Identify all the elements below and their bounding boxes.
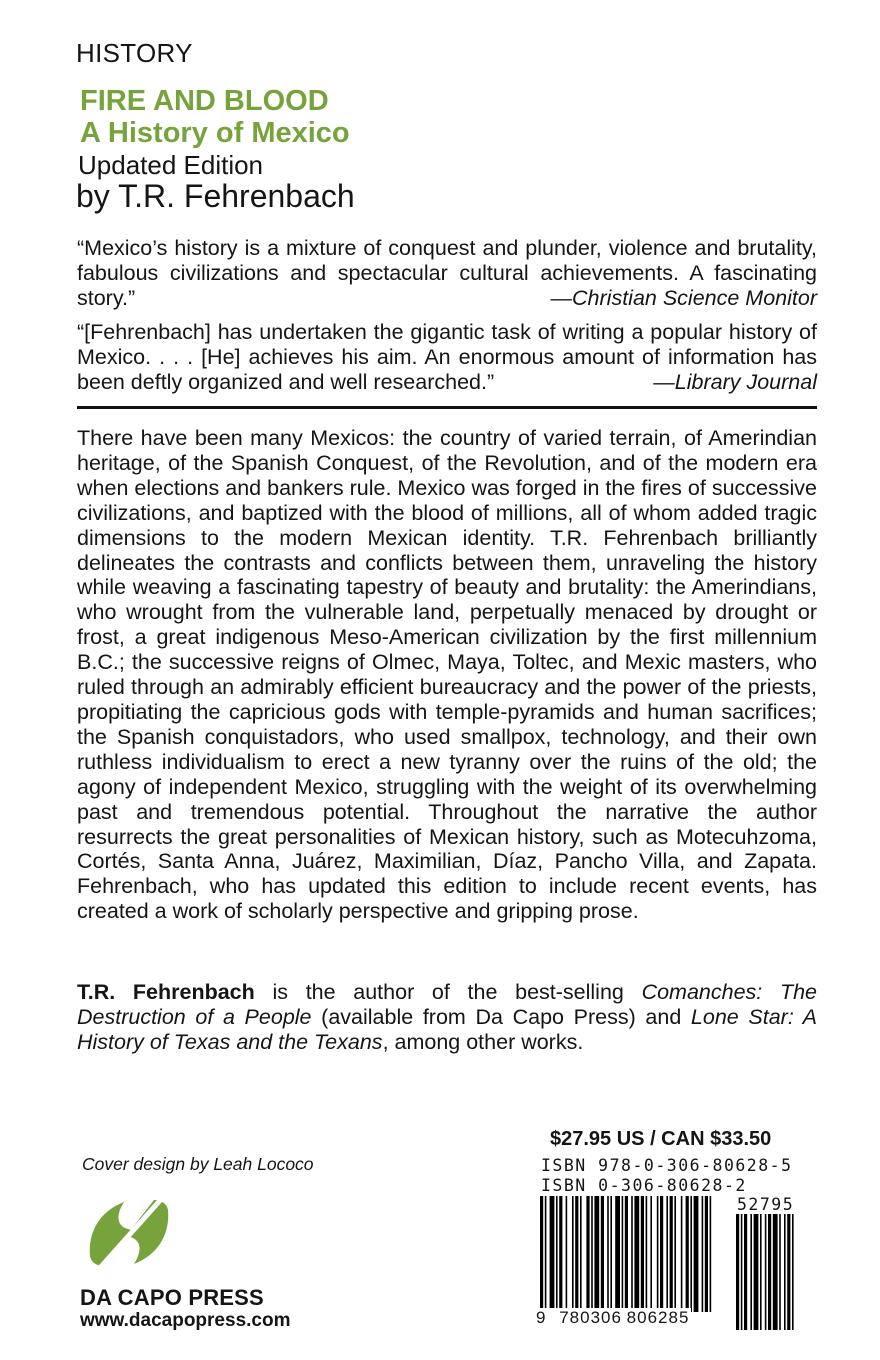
bio-book-title: Comanches: The Destruction of a People [77,980,817,1029]
barcode-bar [634,1196,639,1312]
barcode-bar [702,1196,704,1312]
isbn-13: ISBN 978-0-306-80628-5 [541,1156,793,1175]
barcode-bar [586,1196,589,1312]
barcode-addon-bar [792,1214,794,1330]
barcode-addon-bar [750,1214,752,1330]
bio-book-title: Lone Star: A History of Texas and the Texans [77,1005,817,1054]
barcode-bar [686,1196,689,1312]
category-label: HISTORY [76,38,193,68]
book-title: FIRE AND BLOOD [80,85,329,117]
barcode-bar [601,1196,604,1312]
barcode-bar [646,1196,648,1312]
barcode-bar [556,1196,558,1312]
barcode-bar [572,1196,574,1312]
price-label: $27.95 US / CAN $33.50 [550,1128,772,1150]
barcode-bar [657,1196,659,1312]
barcode-bar [650,1196,652,1312]
da-capo-logo-icon [84,1196,174,1270]
barcode-number [536,1308,691,1328]
barcode-addon-bar [760,1214,762,1330]
barcode-bar [559,1196,562,1312]
publisher-website: www.dacapopress.com [80,1310,291,1331]
barcode-bar [660,1196,663,1312]
barcode-addon-bar [784,1214,786,1330]
barcode-addon-bar [779,1214,781,1330]
bio-text: (available from Da Capo Press) and [311,1005,691,1029]
barcode-bar [594,1196,599,1312]
barcode-bar [641,1196,644,1312]
book-subtitle: A History of Mexico [80,117,350,149]
barcode-digit-group: 806285 [626,1308,690,1327]
barcode-bar [580,1196,582,1312]
barcode-lead-digit: 9 [536,1308,547,1327]
isbn-10: ISBN 0-306-80628-2 [541,1176,747,1195]
review-quote [77,236,817,311]
barcode-addon-bar [754,1214,759,1330]
bio-author-name: T.R. Fehrenbach [77,980,255,1004]
barcode-addon-bar [787,1214,790,1330]
barcode-addon-bar [773,1214,778,1330]
barcode-bar [622,1196,624,1312]
barcode-bar [607,1196,609,1312]
barcode-bar [631,1196,633,1312]
barcode-bar [625,1196,628,1312]
barcode-bar [670,1196,673,1312]
review-quote [77,320,817,395]
barcode-addon-bar [736,1214,739,1330]
cover-credit: Cover design by Leah Lococo [82,1154,314,1174]
review-source: —Christian Science Monitor [550,286,817,310]
barcode-bar [681,1196,683,1312]
barcode-bar [666,1196,668,1312]
price-code: 52795 [737,1195,795,1214]
book-description: There have been many Mexicos: the country of varied terrain, of Amerindian heritage, of the Spanish Conquest, of the Revolution, and of the modern era when elections and bankers rule. Mexico was forged in the fires of successive civilizations, and baptized with the blood of millions, all of whom added tragic dimensions to the modern Mexican identity. T.R. Fehrenbach brilliantly delineates the contrasts and conflicts between them, unraveling the history while weaving a fascinating tapestry of beauty and brutality: the Amerindians, who wrought from the vulnerable land, perpetually menaced by drought or frost, a great indigenous Meso-American civilization by the first millennium B.C.; the successive reigns of Olmec, Maya, Toltec, and Mexic masters, who ruled through an admirably efficient bureaucracy and the power of the priests, propitiating the capricious gods with temple-pyramids and human sacrifices; the Spanish conquistadors, who used smallpox, technology, and their own ruthless individualism to erect a new tyranny over the ruins of the old; the agony of independent Mexico, struggling with the weight of its overwhelming past and tremendous potential. Throughout the narrative the author resurrects the great personalities of Mexican history, such as Motecuhzoma, Cortés, Santa Anna, Juárez, Maximilian, Díaz, Pancho Villa, and Zapata. Fehrenbach, who has updated this edition to include recent events, has created a work of scholarly perspective and gripping prose. [77,426,817,924]
barcode-bar [550,1196,555,1312]
review-source: —Library Journal [653,370,817,394]
publisher-name: DA CAPO PRESS [80,1285,264,1310]
barcode-bar [545,1196,547,1312]
barcode-bar [694,1196,699,1312]
author-bio [77,980,817,1055]
barcode-bar [690,1196,692,1312]
barcode-bar [710,1196,712,1312]
barcode-bar [591,1196,593,1312]
barcode-bar [615,1196,620,1312]
divider [77,406,817,409]
barcode-addon-bar [765,1214,767,1330]
barcode-digit-group: 780306 [559,1308,622,1327]
bio-text: , among other works. [382,1030,584,1054]
bio-text: is the author of the best-selling [254,980,642,1004]
barcode-bar [540,1196,543,1312]
barcode-bar [674,1196,676,1312]
review-text: “[Fehrenbach] has undertaken the gigantic task of writing a popular history of Mexico. . . . [He] achieves his aim. An enormous amount of information has been deftly organized and well researched.” [77,320,817,394]
review-text: “Mexico’s history is a mixture of conquest and plunder, violence and brutality, fabulous civilizations and spectacular cultural achievements. A fascinating story.” [77,236,817,310]
author-line: by T.R. Fehrenbach [76,178,355,214]
barcode-addon-bar [741,1214,743,1330]
barcode-addon-bar [744,1214,747,1330]
barcode-bar [566,1196,568,1312]
barcode-addon-bar [768,1214,771,1330]
barcode-bar [575,1196,578,1312]
edition-label: Updated Edition [78,150,264,180]
barcode-bar [705,1196,708,1312]
barcode-bar [610,1196,612,1312]
